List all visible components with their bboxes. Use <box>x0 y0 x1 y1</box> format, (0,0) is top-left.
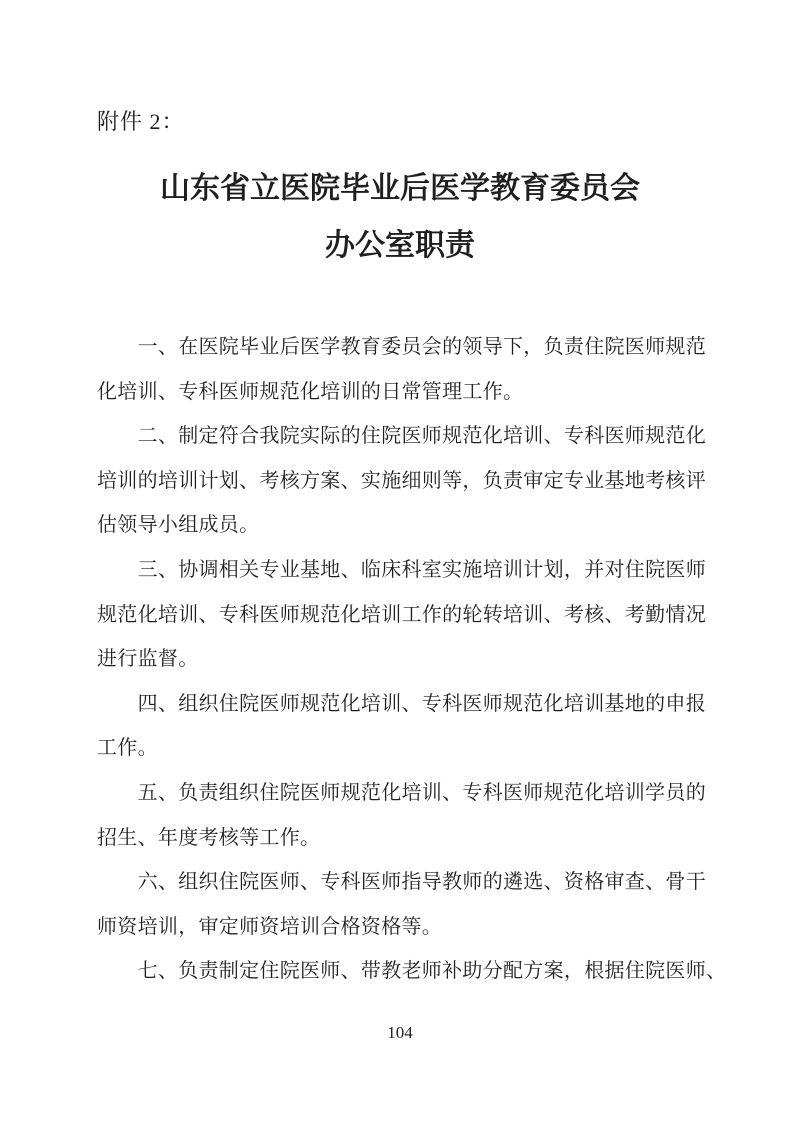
body-line: 四、组织住院医师规范化培训、专科医师规范化培训基地的申报 <box>97 692 706 715</box>
body-line: 招生、年度考核等工作。 <box>97 826 321 849</box>
body-line: 工作。 <box>97 737 158 760</box>
body-line: 估领导小组成员。 <box>97 514 260 537</box>
attachment-label: 附件 2： <box>97 109 185 134</box>
body-line: 七、负责制定住院医师、带教老师补助分配方案，根据住院医师、 <box>97 960 727 983</box>
body-line: 进行监督。 <box>97 648 199 671</box>
body-line: 培训的培训计划、考核方案、实施细则等，负责审定专业基地考核评 <box>97 469 706 492</box>
document-title-line2: 办公室职责 <box>325 229 475 262</box>
body-line: 六、组织住院医师、专科医师指导教师的遴选、资格审查、骨干 <box>97 871 706 894</box>
body-line: 一、在医院毕业后医学教育委员会的领导下，负责住院医师规范 <box>97 336 706 358</box>
page-number: 104 <box>387 1023 413 1042</box>
body-line: 二、制定符合我院实际的住院医师规范化培训、专科医师规范化 <box>97 425 706 448</box>
body-line: 规范化培训、专科医师规范化培训工作的轮转培训、考核、考勤情况 <box>97 603 706 626</box>
body-line: 三、协调相关专业基地、临床科室实施培训计划，并对住院医师 <box>97 558 706 581</box>
document-body <box>97 325 727 994</box>
body-line: 化培训、专科医师规范化培训的日常管理工作。 <box>97 380 524 403</box>
document-title <box>0 160 800 274</box>
document-title-line1: 山东省立医院毕业后医学教育委员会 <box>160 172 640 205</box>
body-line: 师资培训，审定师资培训合格资格等。 <box>97 915 443 938</box>
body-line: 五、负责组织住院医师规范化培训、专科医师规范化培训学员的 <box>97 781 706 804</box>
